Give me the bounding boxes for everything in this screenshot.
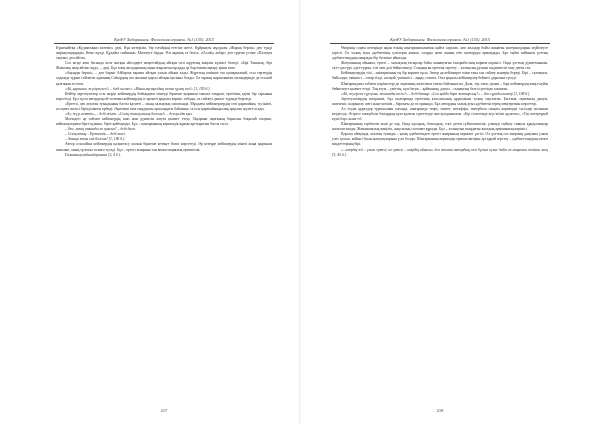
paragraph: Кейбір зерттеушілер осы жерде кейіпкердің бойындағы мінезді бірнеше қырынан таныта отырып, ертегінің әдемі бір сарынын көрсетеді. Бұл тұста автордың ой-толғамы кейіпкердің іс-әрекеті арқылы көрініс табады, ал сөйлеуі диалог түрінде беріледі. [56, 91, 272, 101]
right-running-head: ҚазҰУ Хабаршысы. Филология сериясы. №1 (155). 2015 [330, 37, 550, 44]
left-page-number: 217 [160, 408, 168, 413]
paragraph: Жазушының ойынша, ертегі – халықтың ғасырлар бойы жинақтаған тәжірибесінің көркем көрінісі. Онда ұлттың дүниетанымы, салт-дәстүрі, әдет-ғұрпы, тілі мен ділі бейнеленеді. Сондықтан ертегіні зерттеу – халықтың рухани мәдениетін тану деген сөз. [332, 61, 548, 71]
paragraph: – Атыңа заты сай болсын! [1, 196 б.]. [65, 137, 126, 142]
paragraph: Мәтіндегі әр сөйлем кейіпкердің ішкі жан дүниесін ашуға қызмет етеді. Оқырман оқиғаның барысын бақылай отырып, кейіпкерлермен бірге қуанып, бірге қайғырады. Бұл – шығарманың көркемдік құнын арттыратын басты тәсіл. [56, 117, 272, 127]
paragraph: «Ал, жүр, кеттік», – деді жігіт. «Сенің жолың ашық болсын!» – деп қалды қыз. [65, 112, 193, 117]
paragraph: «Ай, қарағым, жүгіріп кел!» – деді шешесі. «Мына ақсақалдың сөзіне құлақ сал!» [1, 195 б.]. [65, 86, 211, 91]
paragraph: – Сенің атың – Ертөстік, – деді әкесі. [65, 132, 126, 137]
left-running-head: ҚазҰУ Хабаршысы. Филология сериясы. №1 (155). 2015 [54, 37, 274, 44]
paragraph: Қорыта айтқанда, аталған туынды – қазақ әдебиетіндегі ертегі жанрының көрнекті үлгісі. Ол ұлттық сөз өнерінің дамуына үлкен үлес қосып, кейінгі буын жазушыларына үлгі болды. Шығарманың көркемдік ерекшеліктерін әрі қарай зерттеу – әдебиеттанудың өзекті міндеттерінің бірі. [332, 132, 548, 147]
right-page-body [332, 46, 548, 386]
left-page-body [56, 46, 272, 386]
paragraph: Зерттеушілердің пікірінше, бұл шығармада ертегінің классикалық құрылымы толық сақталған. Бастама, оқиғаның дамуы, шиеленіс, шарықтау шегі және шешім – барлығы да өз орнында. Бұл автордың халық ауыз әдебиетін терең меңгергенін көрсетеді. [332, 96, 548, 106]
paragraph: Кейіпкерлердің тілі – шығарманың ең бір көркем тұсы. Автор әр кейіпкерге өзіне ғана тән сөйлеу мәнерін береді. Бірі – салмақты, байсалды; екіншісі – өткір тілді, әзілқой; үшіншісі – аңқау, сенгіш. Осы арқылы кейіпкерлер бейнесі даралана түседі. [332, 71, 548, 81]
paragraph: Сол кезде көш басында келе жатқан әйелдерге жеңгетайдың айтқан сөзі жұрттың көңілін күлкіге бөледі: «Бірі Таналық, бірі Жамалық жыр айтып жүр», – деді. Бұл өлең жолдарының ақын жырлаған нұсқада да бар екенін аңғару қиын емес. [56, 61, 272, 71]
paragraph: «Ай, жүгірген сұр қоян, жолымды кеспе!» – деді батыр. «Сен қайда бара жатырсың?» – деп сұрады кемпір [1, 198 б.]. [341, 91, 531, 96]
paragraph: Ғалымның пайымдауынша [2, 4 б.]. [65, 152, 122, 157]
right-page [300, 0, 600, 424]
right-page-number: 218 [436, 408, 444, 413]
paragraph: Күнимайтқа «Күдиясыңыз келеміз» деді. Күн көтеріліп, бір тоғайдың етегіне жетті. Құйрықты жұлдызы «Жарық берсін» деп түнді жарықтандырады. Кеме жүзді. Құдайға сыйынып, Мәскеуге барды. Өзі ақымақ та болса, «Оллаһу акбар» деп тұрған үстіне «Пәледен сақтан» деп айтты. [56, 46, 272, 61]
paragraph: – Әке, менің атымды не қоясыз? – деді бала. [65, 127, 136, 132]
paragraph: Автор осылайша кейіпкердің қалыптасу жолын бірнеше кезеңге бөліп көрсетеді. Әр кезеңде кейіпкердің мінезі жаңа қырынан ашылып, оның тұлғасы толыға түседі. Бұл – ертегі жанрына тән композициялық ерекшелік. [56, 142, 272, 152]
paragraph: «...өмірдің өзі – үлкен ертегі, ал ертегі – өмірдің айнасы» деп жазған автордың сөзі бүгінгі күнге дейін өз маңызын жойған жоқ [3, 45 б.]. [332, 147, 548, 157]
paragraph: Шығарманың тәрбиелік мәні де зор. Онда адалдық, батылдық, елге деген сүйіспеншілік, үлкенді сыйлау сияқты құндылықтар насихатталады. Жаманшылық жеңіліп, жақсылық салтанат құрады. Бұл – халықтың мыңдаған жылдық арманының көрінісі. [332, 122, 548, 132]
paragraph: Ал тілдік құралдар тұрғысынан алғанда, шығармада теңеу, эпитет, метафора, гипербола сияқты көркемдік тәсілдер молынан кездеседі. Әсіресе гипербола батырдың күш-қуатын суреттеуде жиі қолданылған: «Бір сілтегенде жүз кісіні құлатты», «Тау көтерердей күші бар» және т.б. [332, 106, 548, 122]
paragraph: Шығармадағы табиғат көріністері де оқиғаның желісімен тығыз байланысты. Дала, тау, өзен, орман – бәрі кейіпкердің көңіл-күйін бейнелеуге қызмет етеді. Таң атуы – үміттің, күн батуы – қайғының, дауыл – сынақтың белгісі ретінде алынған. [332, 81, 548, 91]
paragraph: «Ақыңды берші», – деп барып Айбарша ақынға айтқан уәжін ойына алды. Жұрттың көзінше еш қашқақтамай, осы төртеудің алдында тұрып сөйлеген адамның Сабырдың ата жолына қарсы айтқан қисыны болды. Ол мұның жарияланған мәтіндерінде де осылай қалғанын естіген. [56, 71, 272, 86]
paragraph: Өмірінің соңғы кезеңінде ақын өзінің шығармашылығын қайта саралап, көп жылдар бойы жинаған материалдарын жүйелеуге кірісті. Ол халық ауыз әдебиетінің үлгілерін жинап, оларды жеке жинақ етіп шығаруды армандады. Бұл еңбек кейіннен ұлттық әдебиеттанудың маңызды бір бөлігіне айналды. [332, 46, 548, 61]
paragraph: «Ертегі» деп аталған туындының басты қасиеті – оның халықтық сипатында. Мұндағы кейіпкерлердің сөзі қарапайым, түсінікті, ал оқиға желісі бірізділікпен өрбиді. Әңгімеші мен тыңдаушы арасындағы байланыс та осы қарапайымдылық арқылы жүзеге асады. [56, 101, 272, 111]
